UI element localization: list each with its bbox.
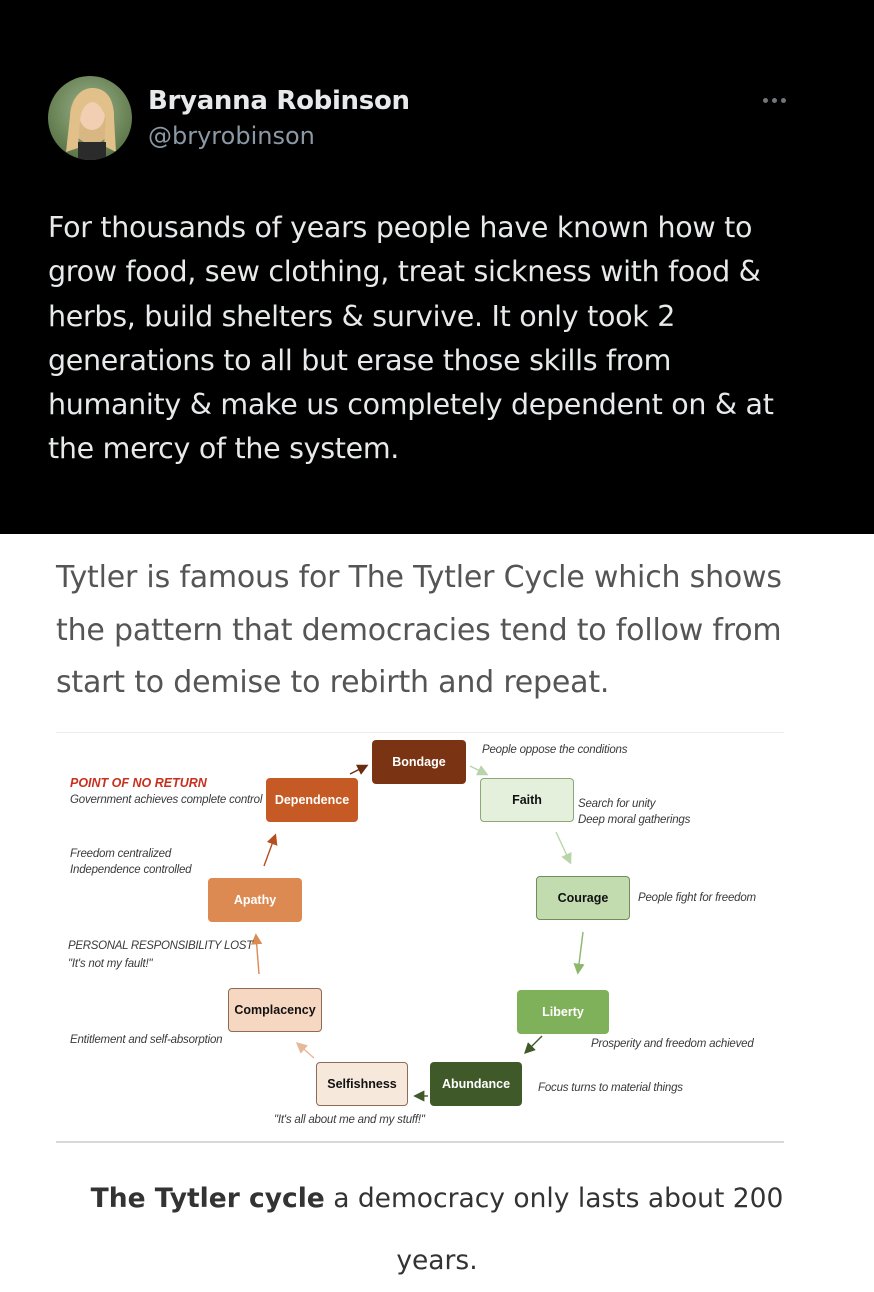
stage-label: Liberty <box>542 1005 584 1019</box>
tweet-text-line: generations to all but erase those skills from <box>48 343 672 377</box>
intro-line: Tytler is famous for The Tytler Cycle which shows <box>56 560 782 595</box>
stage-label: Bondage <box>392 755 446 769</box>
note-faith-1: Search for unity <box>578 798 656 810</box>
user-handle[interactable]: @bryrobinson <box>148 122 315 150</box>
note-faith-2: Deep moral gatherings <box>578 814 691 826</box>
caption-text: a democracy only lasts about 200 <box>324 1183 784 1214</box>
note-courage: People fight for freedom <box>638 892 756 904</box>
stage-apathy <box>208 878 302 922</box>
caption-bold: The Tytler cycle <box>90 1183 325 1214</box>
tweet-text-line: grow food, sew clothing, treat sickness with food & <box>48 255 761 289</box>
note-liberty: Prosperity and freedom achieved <box>591 1038 754 1050</box>
note-abundance: Focus turns to material things <box>538 1082 683 1094</box>
article-caption <box>0 1168 874 1292</box>
tweet-text-line: For thousands of years people have known how to <box>48 211 753 244</box>
attached-article-image <box>0 534 874 1280</box>
tytler-cycle-diagram <box>56 730 784 1144</box>
avatar[interactable] <box>48 76 132 160</box>
article-intro <box>56 552 836 710</box>
note-complacency: Entitlement and self-absorption <box>70 1034 223 1046</box>
intro-line: the pattern that democracies tend to follow from <box>56 612 782 648</box>
stage-courage <box>536 876 630 920</box>
tweet-text-line: herbs, build shelters & survive. It only took 2 <box>48 299 676 333</box>
tweet-text-line: the mercy of the system. <box>48 432 400 466</box>
tweet-text <box>48 206 828 472</box>
stage-abundance <box>430 1062 522 1106</box>
note-apathy-1: PERSONAL RESPONSIBILITY LOST <box>68 940 253 952</box>
caption-line-1 <box>0 1168 874 1230</box>
note-dependence: Government achieves complete control <box>70 794 263 806</box>
stage-bondage <box>372 740 466 784</box>
tweet-card <box>0 0 874 534</box>
stage-label: Dependence <box>274 793 350 807</box>
stage-label: Selfishness <box>327 1077 397 1091</box>
note-apathy-top-2: Independence controlled <box>70 864 192 876</box>
display-name[interactable]: Bryanna Robinson <box>148 86 410 116</box>
intro-line: start to demise to rebirth and repeat. <box>56 665 610 700</box>
stage-selfishness <box>316 1062 408 1106</box>
stage-dependence <box>266 778 358 822</box>
note-apathy-2: "It's not my fault!" <box>68 958 153 970</box>
stage-label: Apathy <box>233 893 277 907</box>
stage-complacency <box>228 988 322 1032</box>
caption-line-2: years. <box>396 1245 478 1276</box>
note-apathy-top-1: Freedom centralized <box>70 848 172 860</box>
stage-label: Courage <box>557 891 609 905</box>
more-horizontal-icon[interactable] <box>754 88 794 112</box>
note-selfishness: "It's all about me and my stuff!" <box>274 1114 425 1126</box>
stage-faith <box>480 778 574 822</box>
stage-label: Faith <box>512 793 542 807</box>
tweet-text-line: humanity & make us completely dependent on & at <box>48 388 774 422</box>
figure-divider <box>56 1141 784 1143</box>
stage-label: Abundance <box>441 1077 511 1091</box>
note-bondage: People oppose the conditions <box>482 744 628 756</box>
stage-liberty <box>517 990 609 1034</box>
point-of-no-return-label: POINT OF NO RETURN <box>70 776 207 790</box>
stage-label: Complacency <box>234 1003 316 1017</box>
